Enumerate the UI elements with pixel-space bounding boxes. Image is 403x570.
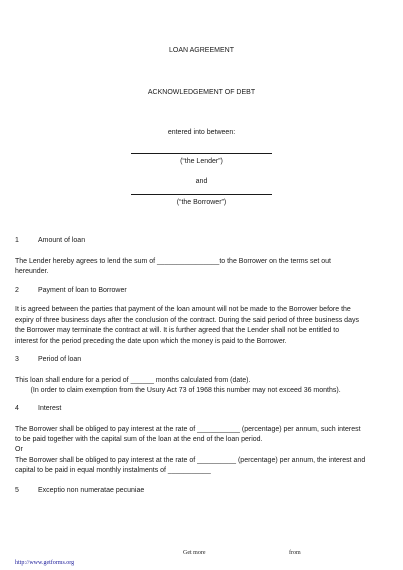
section-5-number: 5 — [15, 487, 19, 494]
section-4-title: Interest — [38, 405, 62, 412]
section-2-line-2: expiry of three business days after the conclusion of the contract. During the said period of three business days — [15, 317, 359, 324]
section-1-title: Amount of loan — [38, 237, 86, 244]
document-subtitle: ACKNOWLEDGEMENT OF DEBT — [147, 89, 256, 96]
footer-from: from — [289, 550, 301, 556]
borrower-label: (“the Borrower”) — [176, 199, 227, 206]
section-3-line-1: This loan shall endure for a period of ______ months calculated from (date). — [15, 377, 251, 384]
section-1-number: 1 — [15, 237, 19, 244]
section-2-title: Payment of loan to Borrower — [38, 287, 127, 294]
section-4-line-2: to be paid together with the capital sum of the loan at the end of the loan period. — [15, 436, 263, 443]
section-1-line-1: The Lender hereby agrees to lend the sum of ________________to the Borrower on the terms set out — [15, 258, 331, 265]
section-4-number: 4 — [15, 405, 19, 412]
lender-label: (“the Lender”) — [180, 158, 223, 165]
document-title: LOAN AGREEMENT — [169, 47, 234, 54]
borrower-signature-line — [131, 194, 272, 195]
lender-signature-line — [131, 153, 272, 154]
and-word: and — [195, 178, 208, 185]
section-4-line-3: Or — [15, 446, 23, 453]
section-5-title: Exceptio non numeratae pecuniae — [38, 487, 145, 494]
section-2-line-1: It is agreed between the parties that payment of the loan amount will not be made to the Borrower before the — [15, 306, 351, 313]
footer-get-more: Get more — [183, 550, 206, 556]
section-3-number: 3 — [15, 356, 19, 363]
section-3-title: Period of loan — [38, 356, 82, 363]
section-2-number: 2 — [15, 287, 19, 294]
section-1-line-2: hereunder. — [15, 268, 49, 275]
section-3-line-2: (In order to claim exemption from the Usury Act 73 of 1968 this number may not exceed 36 months). — [15, 387, 341, 394]
section-4-line-5: capital to be paid in equal monthly instalments of ___________ — [15, 467, 211, 474]
footer-url-link[interactable]: http://www.getforms.org — [15, 560, 75, 566]
section-2-line-4: interest for the period preceding the date upon which the money is paid to the Borrower. — [15, 338, 287, 345]
intro-text: entered into between: — [167, 129, 236, 136]
section-4-line-1: The Borrower shall be obliged to pay interest at the rate of ___________ (percentage) per annum, such interest — [15, 426, 361, 433]
section-4-line-4: The Borrower shall be obliged to pay interest at the rate of __________ (percentage) per annum, the interest and — [15, 457, 366, 464]
section-2-line-3: the Borrower may terminate the contract at will. It is further agreed that the Lender shall not be entitled to — [15, 327, 340, 334]
